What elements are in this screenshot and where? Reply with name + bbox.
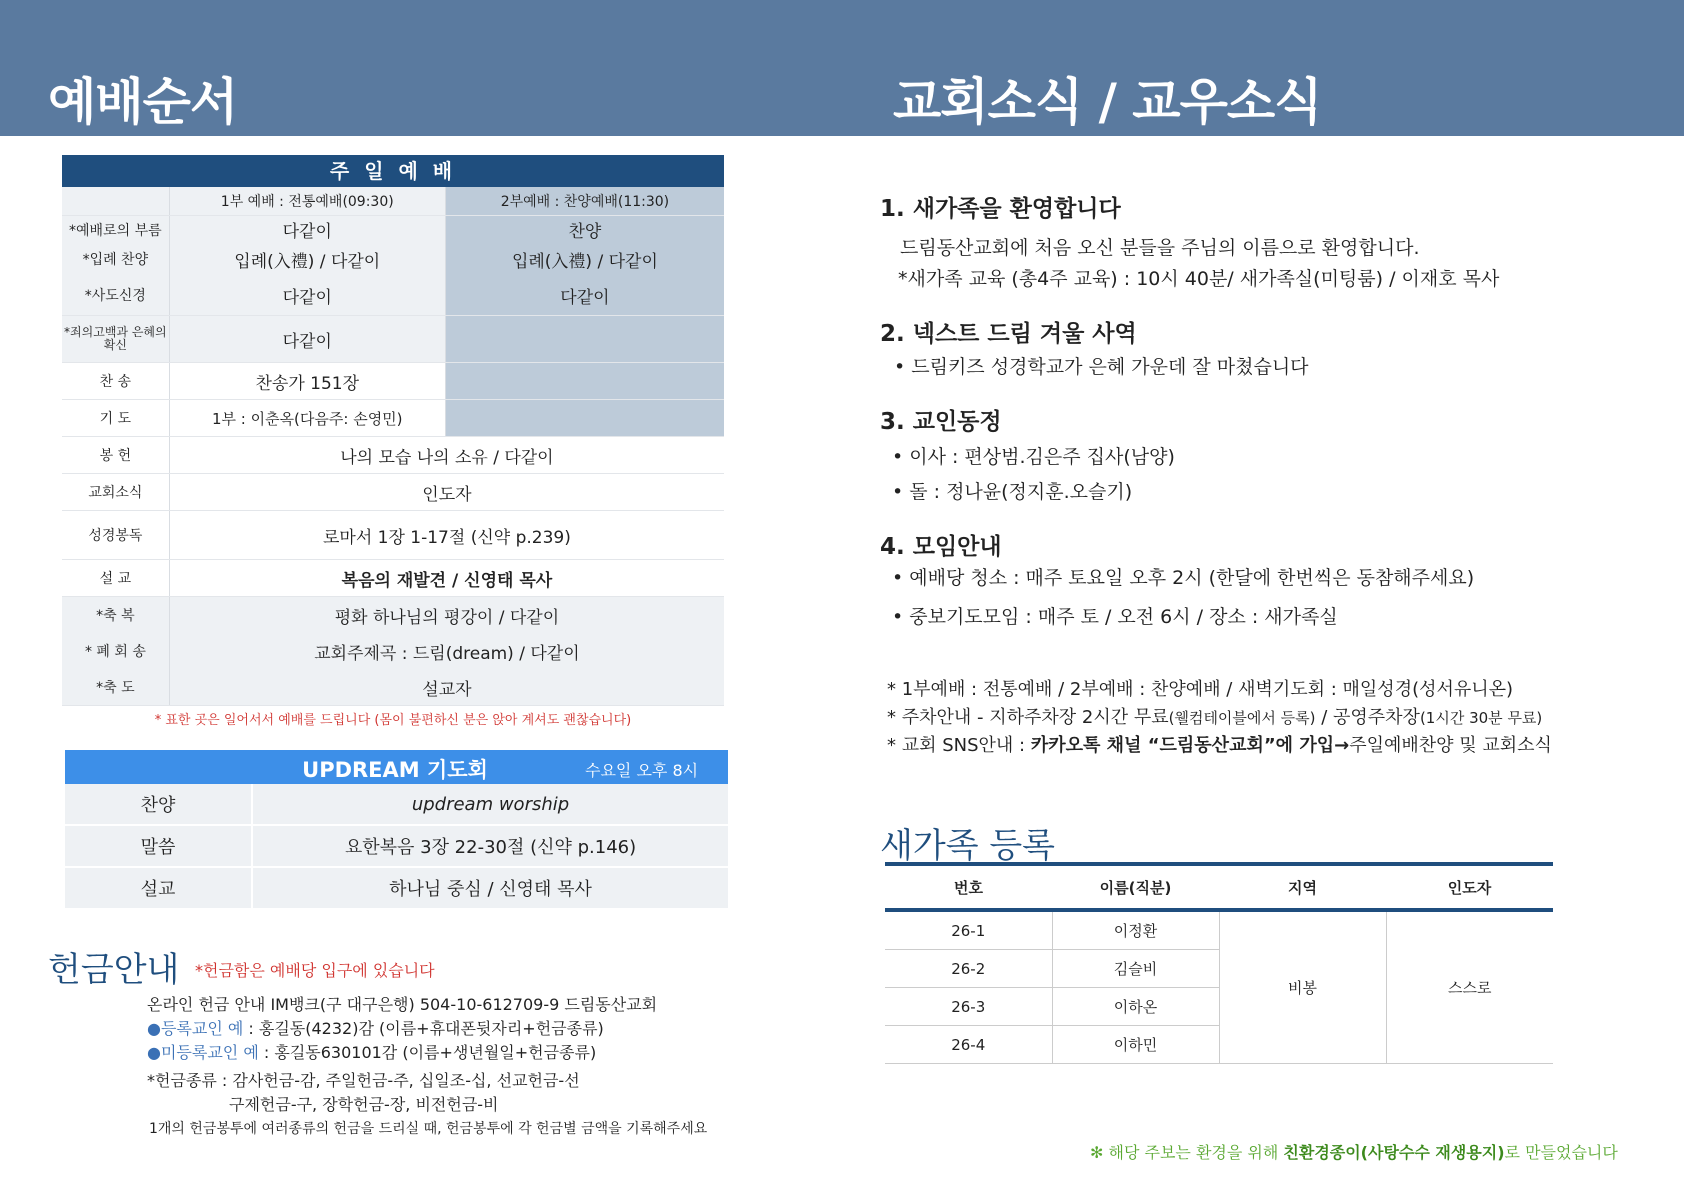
worship-table — [62, 155, 724, 728]
row-col1: 1부 : 이춘옥(다음주: 손영민) — [170, 400, 446, 436]
row-col2 — [446, 363, 724, 399]
registration-title: 새가족 등록 — [880, 826, 1056, 866]
row-label: *죄의고백과 은혜의확신 — [62, 316, 170, 362]
row-value: 로마서 1장 1-17절 (신약 p.239) — [322, 527, 571, 548]
row-label: 교회소식 — [62, 474, 170, 510]
registered-label: ●등록교인 예 — [147, 1019, 244, 1038]
reg-name: 이하온 — [1052, 988, 1219, 1026]
updream-time: 수요일 오후 8시 — [585, 761, 699, 780]
sermon-title: 복음의 재발견 / 신영태 목사 — [341, 570, 553, 591]
table-row — [885, 910, 1553, 950]
reg-region: 비봉 — [1219, 910, 1386, 1064]
updream-table — [65, 750, 728, 910]
reg-name: 김슬비 — [1052, 950, 1219, 988]
reg-no: 26-2 — [885, 950, 1052, 988]
col-header-no: 번호 — [885, 864, 1052, 910]
col2-header: 2부예배 : 찬양예배(11:30) — [446, 187, 724, 215]
news-3-line: • 이사 : 편상범.김은주 집사(남양) — [892, 446, 1175, 468]
registration-table — [885, 862, 1553, 1064]
row-label: 설 교 — [62, 560, 170, 596]
offering-types-1: *헌금종류 : 감사헌금-감, 주일헌금-주, 십일조-십, 선교헌금-선 — [147, 1071, 580, 1090]
note-sns-a: * 교회 SNS안내 : — [887, 735, 1031, 756]
col-header-leader: 인도자 — [1386, 864, 1553, 910]
row-col2 — [446, 316, 724, 362]
news-title: 교회소식 / 교우소식 — [893, 73, 1322, 131]
row-value: 인도자 — [422, 484, 472, 505]
row-label: *예배로의 부름 — [62, 216, 170, 243]
row-col1: 다같이 — [170, 316, 446, 362]
row-col2: 다같이 — [446, 275, 724, 315]
unregistered-text: : 홍길동630101감 (이름+생년월일+헌금종류) — [258, 1043, 597, 1062]
note-sns-b: 카카오톡 채널 “드림동산교회”에 가입→ — [1030, 735, 1350, 756]
news-3-line: • 돌 : 정나윤(정지훈.오슬기) — [892, 481, 1133, 503]
header-bar — [0, 0, 1684, 136]
row-label: * 폐 회 송 — [62, 633, 170, 669]
updream-title: UPDREAM 기도회 — [302, 758, 488, 782]
updream-row-label: 찬양 — [65, 784, 253, 824]
eco-a: ✻ 해당 주보는 환경을 위해 — [1090, 1143, 1284, 1162]
row-value: 평화 하나님의 평강이 / 다같이 — [334, 607, 560, 628]
church-notes — [887, 676, 1552, 760]
row-col2: 입례(入禮) / 다같이 — [446, 243, 724, 275]
news-2-title: 2. 넥스트 드림 겨울 사역 — [880, 321, 1137, 347]
worship-table-title: 주 일 예 배 — [62, 155, 724, 187]
note-parking-b: (웰컴테이블에서 등록) — [1168, 709, 1316, 727]
unregistered-label: ●미등록교인 예 — [147, 1043, 259, 1062]
note-worship: * 1부예배 : 전통예배 / 2부예배 : 찬양예배 / 새벽기도회 : 매일성경(성서유니온) — [887, 679, 1514, 700]
updream-row-label: 말씀 — [65, 826, 253, 866]
offering-types-2: 구제헌금-구, 장학헌금-장, 비전헌금-비 — [229, 1095, 499, 1114]
reg-no: 26-1 — [885, 910, 1052, 950]
news-4-line: • 예배당 청소 : 매주 토요일 오후 2시 (한달에 한번씩은 동참해주세요) — [892, 567, 1475, 589]
row-value: 설교자 — [422, 679, 472, 700]
updream-row — [65, 826, 728, 868]
eco-c: 로 만들었습니다 — [1504, 1143, 1618, 1162]
offering-info — [147, 993, 707, 1141]
row-value: 교회주제곡 : 드림(dream) / 다같이 — [314, 643, 580, 664]
online-offering-line: 온라인 헌금 안내 IM뱅크(구 대구은행) 504-10-612709-9 드림동산교회 — [147, 995, 658, 1014]
updream-row-label: 설교 — [65, 868, 253, 908]
note-parking-a: * 주차안내 - 지하주차장 2시간 무료 — [887, 707, 1169, 728]
note-parking-d: (1시간 30분 무료) — [1419, 709, 1543, 727]
row-label: 성경봉독 — [62, 511, 170, 559]
header-empty-cell — [62, 187, 170, 215]
offering-title: 헌금안내 — [48, 950, 180, 990]
row-col1: 입례(入禮) / 다같이 — [170, 243, 446, 275]
unregistered-example — [147, 1041, 707, 1065]
registered-example — [147, 1017, 707, 1041]
worship-order-title: 예배순서 — [48, 73, 238, 131]
row-label: 기 도 — [62, 400, 170, 436]
reg-no: 26-4 — [885, 1026, 1052, 1064]
registered-text: : 홍길동(4232)감 (이름+휴대폰뒷자리+헌금종류) — [243, 1019, 604, 1038]
note-parking — [887, 704, 1552, 732]
news-4-title: 4. 모임안내 — [880, 534, 1002, 560]
col1-header: 1부 예배 : 전통예배(09:30) — [170, 187, 446, 215]
updream-row-value: updream worship — [411, 793, 570, 815]
row-label: *사도신경 — [62, 275, 170, 315]
note-sns-c: 주일예배찬양 및 교회소식 — [1349, 735, 1552, 756]
row-label: *입례 찬양 — [62, 243, 170, 275]
row-value: 나의 모습 나의 소유 / 다같이 — [340, 447, 554, 468]
news-3-title: 3. 교인동정 — [880, 409, 1002, 435]
eco-paper-note — [1090, 1140, 1618, 1163]
news-1-title: 1. 새가족을 환영합니다 — [880, 196, 1121, 222]
updream-row-value: 하나님 중심 / 신영태 목사 — [389, 879, 592, 900]
row-col1: 다같이 — [170, 216, 446, 243]
updream-row — [65, 784, 728, 826]
updream-title-bar — [65, 750, 728, 784]
col-header-region: 지역 — [1219, 864, 1386, 910]
news-list — [880, 190, 1660, 629]
standing-note: * 표한 곳은 일어서서 예배를 드립니다 (몸이 불편하신 분은 앉아 계셔도 괜찮습니다) — [154, 713, 632, 728]
row-col2 — [446, 400, 724, 436]
note-sns — [887, 732, 1552, 760]
news-4-line: • 중보기도모임 : 매주 토 / 오전 6시 / 장소 : 새가족실 — [892, 606, 1338, 628]
row-col1: 찬송가 151장 — [170, 363, 446, 399]
offering-box-note: *헌금함은 예배당 입구에 있습니다 — [195, 961, 435, 980]
news-1-line: 드림동산교회에 처음 오신 분들을 주님의 이름으로 환영합니다. — [900, 237, 1420, 259]
eco-b: 친환경종이(사탕수수 재생용지) — [1283, 1143, 1505, 1162]
reg-name: 이정환 — [1052, 910, 1219, 950]
row-label: 찬 송 — [62, 363, 170, 399]
news-2-line: • 드림키즈 성경학교가 은혜 가운데 잘 마쳤습니다 — [894, 356, 1309, 378]
updream-row-value: 요한복음 3장 22-30절 (신약 p.146) — [344, 837, 637, 858]
news-1-line: *새가족 교육 (총4주 교육) : 10시 40분/ 새가족실(미팅룸) / 이재호 목사 — [898, 268, 1500, 290]
envelope-note: 1개의 헌금봉투에 여러종류의 헌금을 드리실 때, 헌금봉투에 각 헌금별 금액을 기록해주세요 — [149, 1121, 708, 1137]
row-label: *축 복 — [62, 597, 170, 633]
reg-name: 이하민 — [1052, 1026, 1219, 1064]
updream-row — [65, 868, 728, 910]
row-col2: 찬양 — [446, 216, 724, 243]
row-col1: 다같이 — [170, 275, 446, 315]
note-parking-c: / 공영주차장 — [1315, 707, 1420, 728]
row-label: *축 도 — [62, 669, 170, 705]
reg-leader: 스스로 — [1386, 910, 1553, 1064]
reg-no: 26-3 — [885, 988, 1052, 1026]
row-label: 봉 헌 — [62, 437, 170, 473]
col-header-name: 이름(직분) — [1052, 864, 1219, 910]
